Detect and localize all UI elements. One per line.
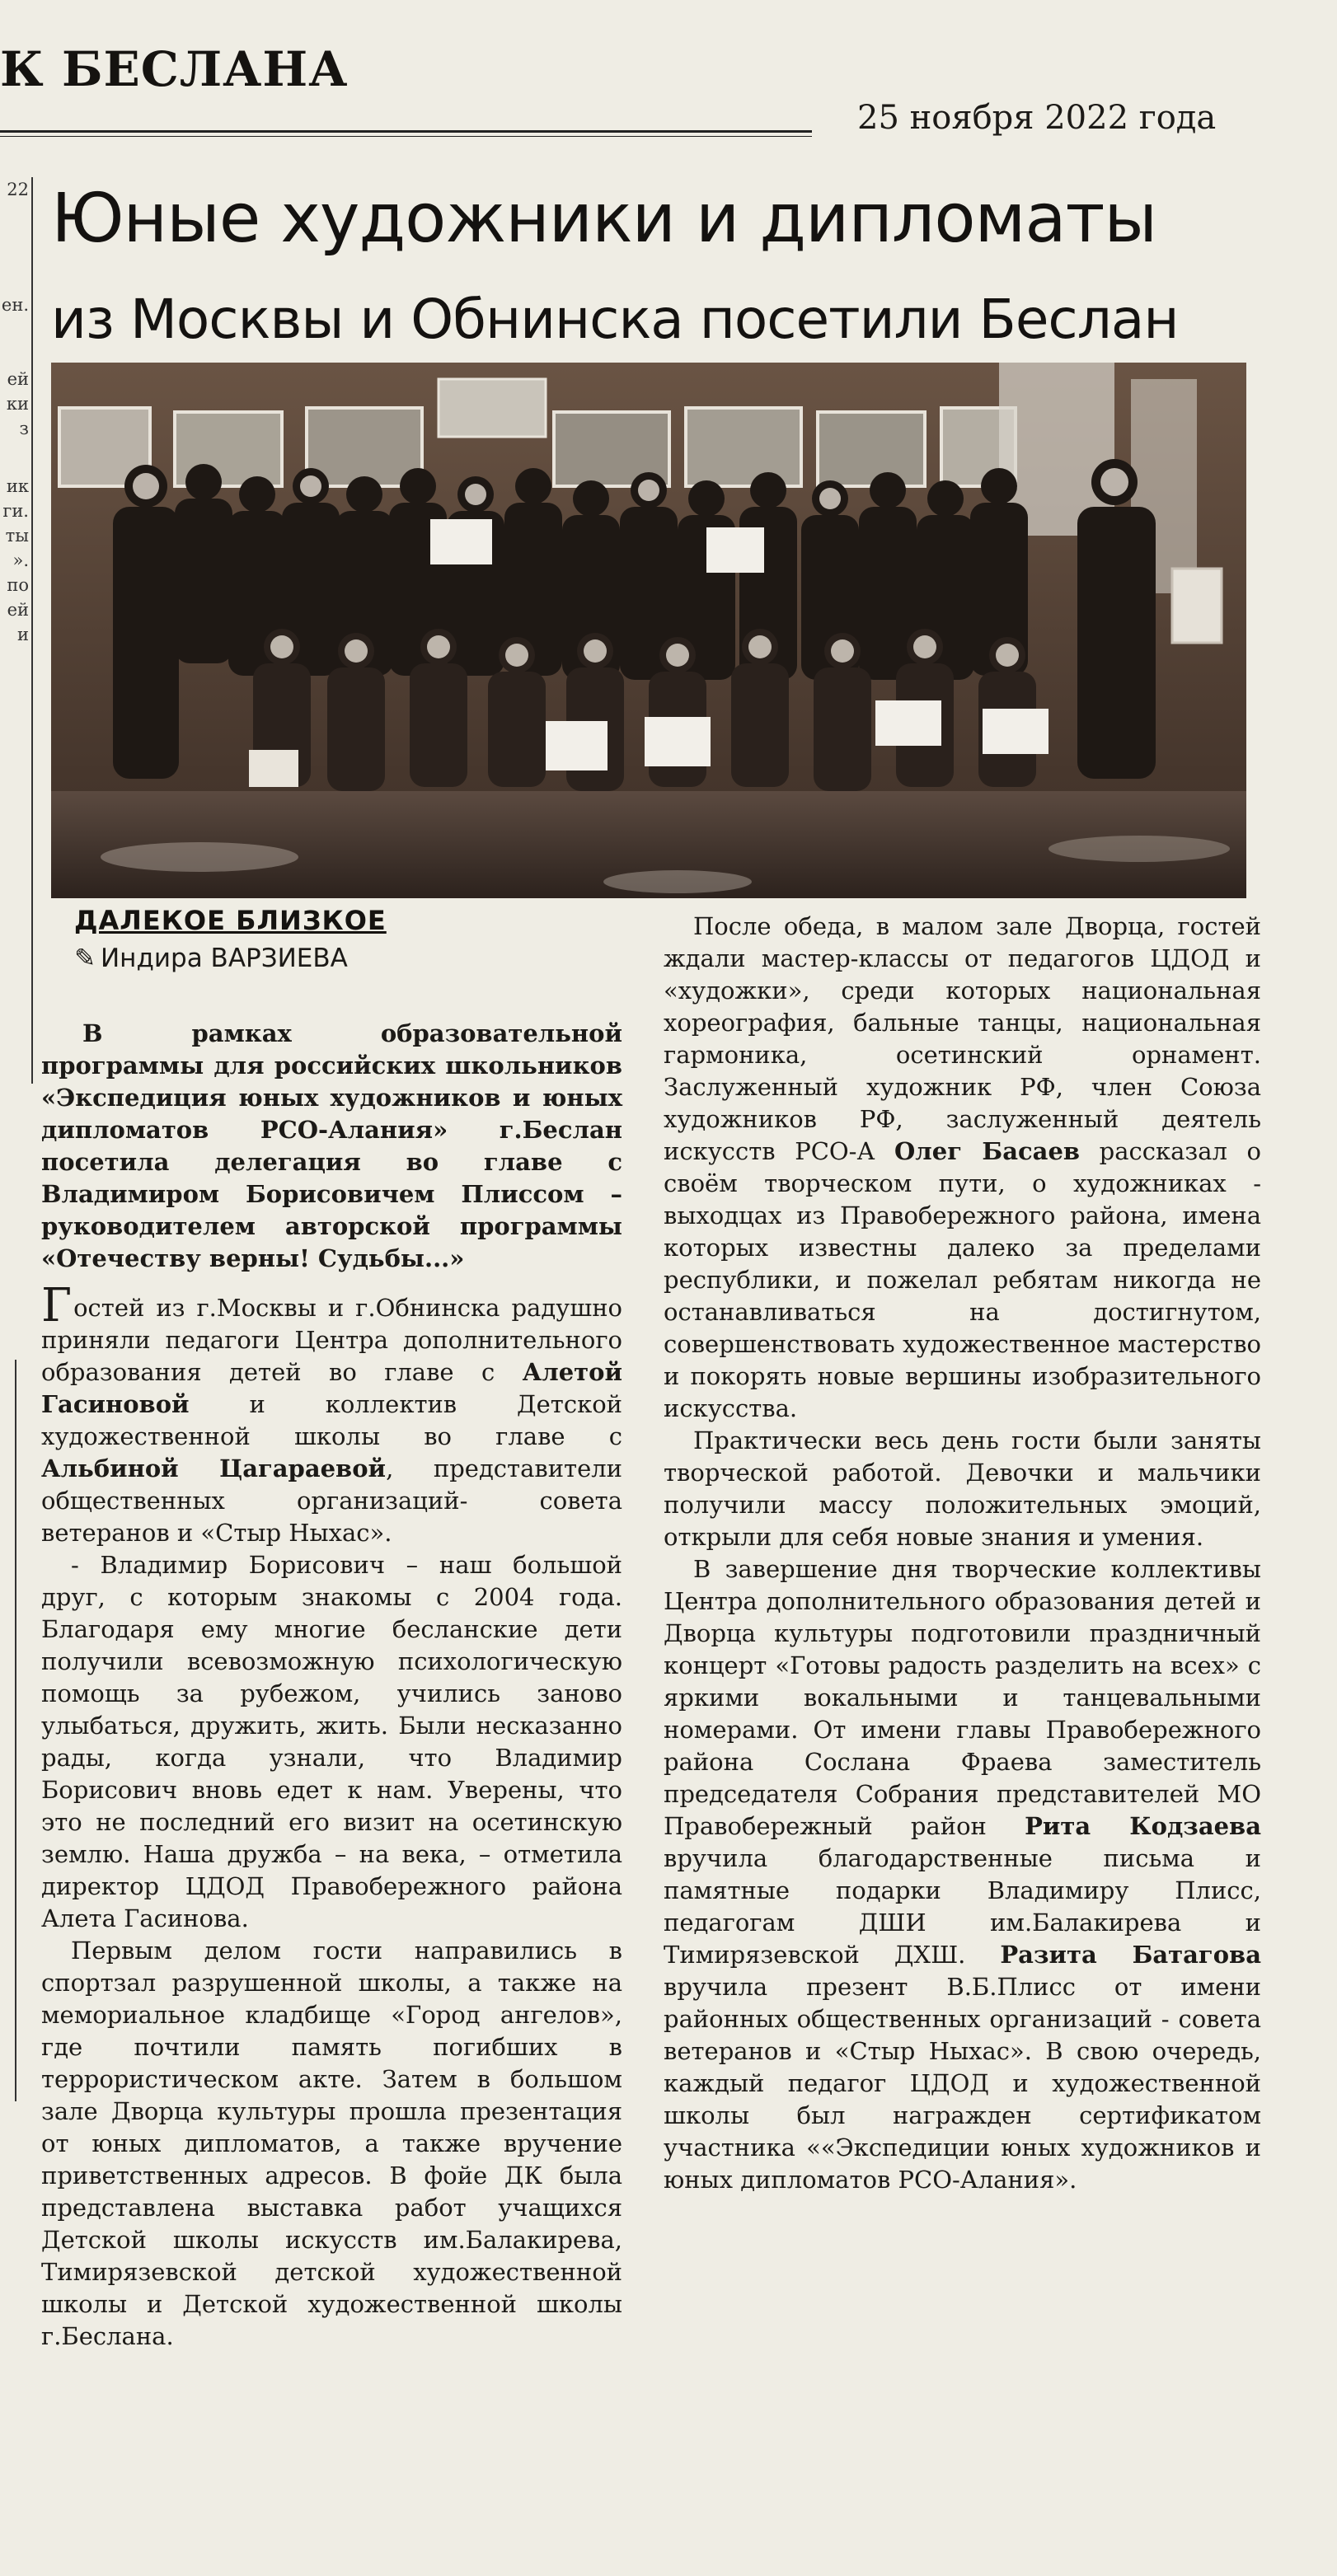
article-column-2 bbox=[664, 911, 1261, 2196]
headline-line-2: из Москвы и Обнинска посетили Беслан bbox=[51, 288, 1179, 351]
paragraph-text: После обеда, в малом зале Дворца, гостей ждали мастер-классы от педагогов ЦДОД и «художки», среди которых национальная хореография, бальные танцы, национальная гармоника, осетинский орнамент. Заслуженный художник РФ, член Союза художников РФ, заслуженный деятель искусств РСО-А bbox=[664, 912, 1261, 1165]
pen-icon: ✎ bbox=[74, 944, 96, 973]
edge-fragment: ей bbox=[7, 600, 29, 620]
drop-cap: Г bbox=[41, 1279, 73, 1332]
person-name: Рита Кодзаева bbox=[1025, 1812, 1261, 1840]
issue-date: 25 ноября 2022 года bbox=[857, 99, 1217, 137]
paragraph-text: В завершение дня творческие коллективы Центра дополнительного образования детей и Дворца культуры подготовили праздничный концерт «Готовы радость разделить на всех» с яркими вокальными и танцевальными номерами. От имени главы Правобережного района Сослана Фраева заместитель председателя Собрания представителей МО Правобережный район bbox=[664, 1555, 1261, 1840]
edge-fragment: ». bbox=[12, 550, 29, 570]
edge-fragment: ик bbox=[6, 476, 29, 496]
paragraph-text: вручила благодарственные письма и памятные подарки Владимиру Плисс, педагогам ДШИ им.Балакирева и Тимирязевской ДХШ. bbox=[664, 1844, 1261, 1969]
article-lead: В рамках образовательной программы для российских школьников «Экспедиция юных художников и юных дипломатов РСО-Алания» г.Беслан посетила делегация во главе с Владимиром Борисовичем Плиссом – руководителем авторской программы «Отечеству верны! Судьбы...» bbox=[41, 1019, 622, 1272]
edge-fragment: ты bbox=[5, 526, 29, 546]
masthead-rule bbox=[0, 130, 812, 137]
person-name: Альбиной Цагараевой bbox=[41, 1454, 387, 1482]
edge-fragment: ей bbox=[7, 369, 29, 389]
newspaper-masthead: К БЕСЛАНА bbox=[0, 41, 349, 97]
person-name: Алетой Гасиновой bbox=[41, 1358, 622, 1418]
article-paragraph bbox=[664, 1553, 1261, 2196]
author-byline bbox=[74, 944, 348, 973]
edge-fragment: 22 bbox=[7, 180, 29, 199]
article-column-1 bbox=[41, 1018, 622, 2353]
paragraph-text: и коллектив Детской художественной школы во главе с bbox=[41, 1390, 622, 1450]
person-name: Разита Батагова bbox=[1000, 1941, 1261, 1969]
article-paragraph: Первым делом гости направились в спортзал разрушенной школы, а также на мемориальное кладбище «Город ангелов», где почтили память погибших в террористическом акте. Затем в большом зале Дворца культуры прошла презентация от юных дипломатов, а также вручение приветственных адресов. В фойе ДК была представлена выставка работ учащихся Детской школы искусств им.Балакирева, Тимирязевской детской художественной школы и Детской художественной школы г.Беслана. bbox=[41, 1937, 622, 2350]
paragraph-text: остей из г.Москвы и г.Обнинска радушно приняли педагоги Центра дополнительного образования детей во главе с bbox=[41, 1294, 622, 1386]
column-rule bbox=[15, 1360, 16, 2101]
paragraph-text: , представители общественных организаций- совета ветеранов и «Стыр Ныхас». bbox=[41, 1454, 622, 1547]
paragraph-text: рассказал о своём творческом пути, о художниках - выходцах из Правобережного района, имена которых известны далеко за пределами республики, и пожелал ребятам никогда не останавливаться на достигнутом, совершенствовать художественное мастерство и покорять новые вершины изобразительного искусства. bbox=[664, 1137, 1261, 1422]
edge-fragment: ги. bbox=[2, 501, 29, 521]
edge-fragment: по bbox=[7, 575, 29, 595]
paragraph-text: вручила презент В.Б.Плисс от имени районных общественных организаций - совета ветеранов и «Стыр Ныхас». В свою очередь, каждый педагог ЦДОД и художественной школы был награжден сертификатом участника ««Экспедиции юных художников и юных дипломатов РСО-Алания». bbox=[664, 1973, 1261, 2194]
edge-fragment: ен. bbox=[1, 295, 29, 315]
person-name: Олег Басаев bbox=[894, 1137, 1081, 1165]
article-paragraph bbox=[664, 911, 1261, 1425]
article-paragraph: - Владимир Борисович – наш большой друг, с которым знакомы с 2004 года. Благодаря ему многие бесланские дети получили всевозможную психологическую помощь за рубежом, учились заново улыбаться, дружить, жить. Были несказанно рады, когда узнали, что Владимир Борисович вновь едет к нам. Уверены, что это не последний его визит на осетинскую землю. Наша дружба – на века, – отметила директор ЦДОД Правобережного района Алета Гасинова. bbox=[41, 1551, 622, 1932]
headline-line-1: Юные художники и дипломаты bbox=[51, 180, 1157, 258]
group-photo-illustration bbox=[51, 363, 1246, 898]
section-rubric: ДАЛЕКОЕ БЛИЗКОЕ bbox=[74, 905, 387, 936]
edge-fragment: ки bbox=[6, 394, 29, 414]
article-paragraph: Практически весь день гости были заняты творческой работой. Девочки и мальчики получили массу положительных эмоций, открыли для себя новые знания и умения. bbox=[664, 1426, 1261, 1551]
article-paragraph bbox=[41, 1279, 622, 1549]
group-photo bbox=[51, 363, 1246, 898]
edge-fragment: з bbox=[19, 419, 29, 438]
author-name: Индира ВАРЗИЕВА bbox=[100, 944, 348, 973]
edge-fragment: и bbox=[17, 625, 29, 644]
adjacent-column-fragment bbox=[0, 177, 33, 1084]
